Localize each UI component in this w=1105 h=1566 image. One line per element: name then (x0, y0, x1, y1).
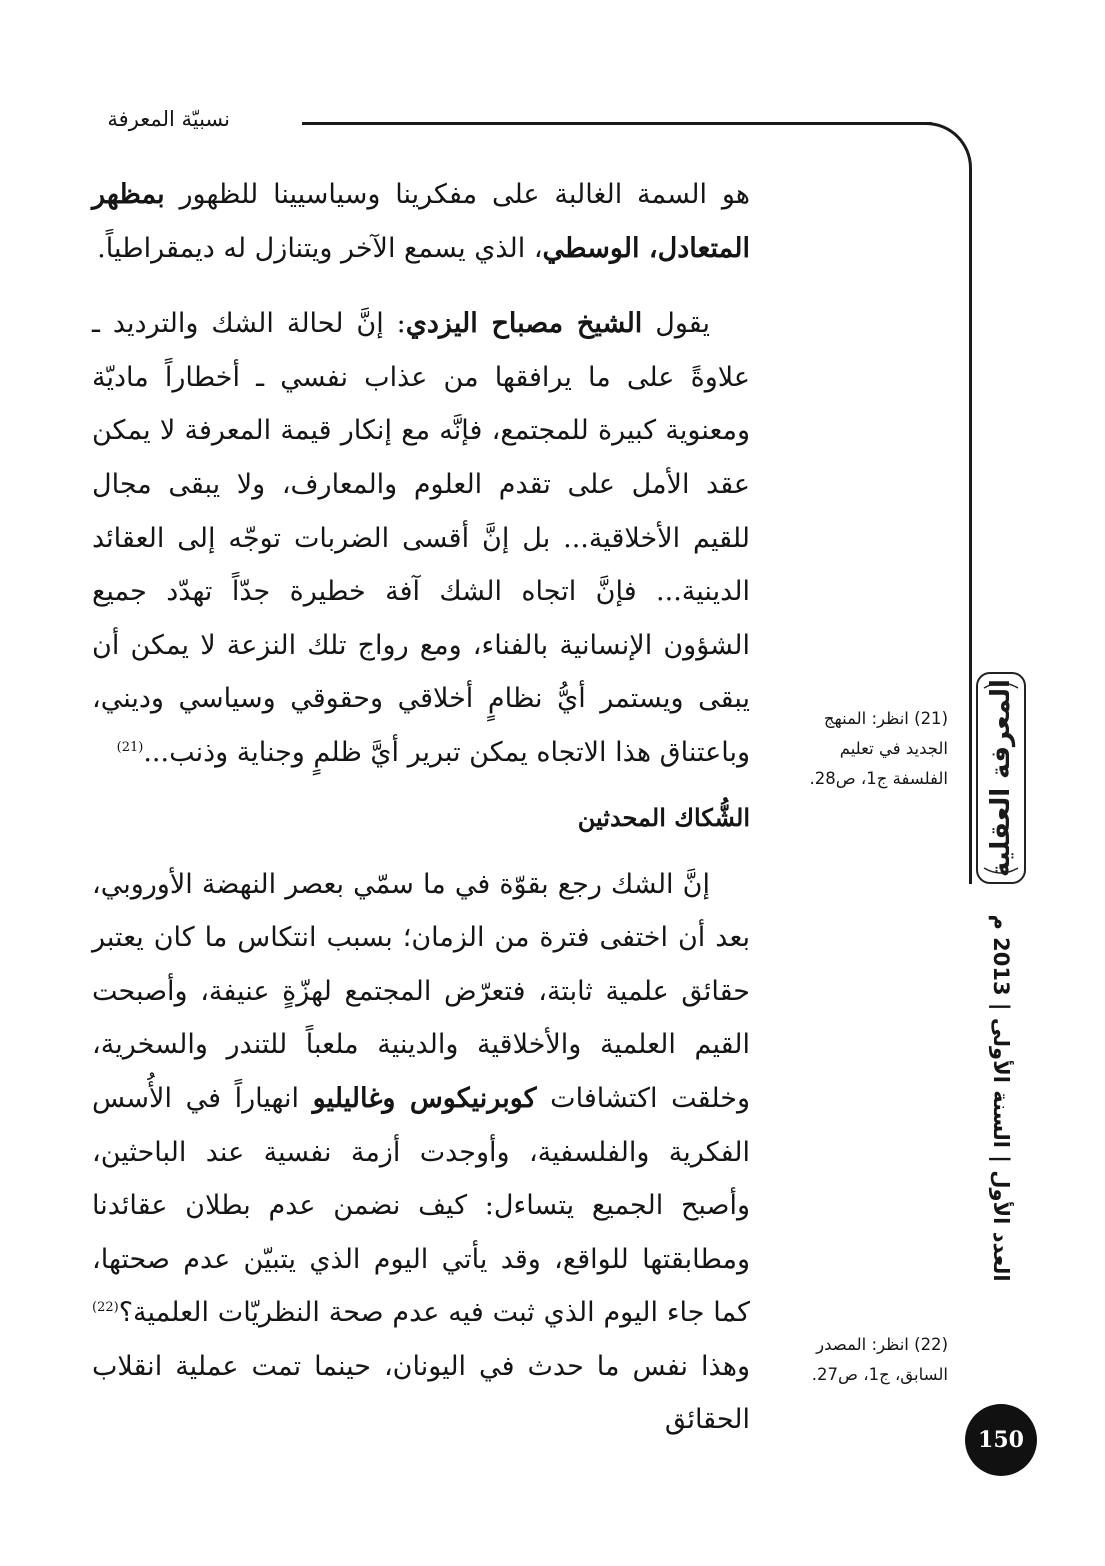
paragraph-3-bold: كوبرنيكوس وغاليليو (312, 1082, 537, 1114)
paragraph-1 (92, 168, 750, 275)
paragraph-1-text-a: هو السمة الغالبة على مفكرينا وسياسيينا للظهور (164, 179, 750, 210)
journal-logo (976, 672, 1026, 884)
paragraph-1-text-b: ، الذي يسمع الآخر ويتنازل له ديمقراطياً. (97, 232, 543, 264)
section-heading: الشُّكاك المحدثين (577, 802, 750, 832)
paragraph-3 (92, 858, 750, 1448)
issue-line: العدد الأول | السنة الأولى | 2013 م (989, 914, 1013, 1282)
paragraph-2 (92, 297, 750, 779)
paragraph-3-text-c: وهذا نفس ما حدث في اليونان، حينما تمت عملية انقلاب الحقائق (92, 1350, 750, 1436)
paragraph-2-bold: الشيخ مصباح اليزدي (405, 308, 643, 340)
footnote-ref-21[interactable]: (21) (116, 739, 144, 755)
footnote-21: (21) انظر: المنهج الجديد في تعليم الفلسفة ج1، ص28. (809, 709, 948, 788)
paragraph-3-text-b: انهياراً في الأُسس الفكرية والفلسفية، وأوجدت أزمة نفسية عند الباحثين، وأصبح الجميع يتساءل: كيف نضمن عدم بطلان عقائدنا ومطابقتها للواقع، وقد يأتي اليوم الذي يتبيّن عدم صحتها، كما جاء اليوم الذي ثبت فيه عدم صحة النظريّات العلمية؟ (92, 1082, 750, 1329)
running-title: نسبيّة المعرفة (107, 107, 230, 131)
journal-name: المعرفة العقلية (986, 679, 1016, 877)
footnote-ref-22[interactable]: (22) (92, 1300, 119, 1316)
page-number-badge: 150 (965, 1404, 1037, 1476)
paragraph-2-text-b: : إنَّ لحالة الشك والترديد ـ علاوةً على ما يرافقها من عذاب نفسي ـ أخطاراً ماديّة ومعنوية كبيرة للمجتمع، فإنَّه مع إنكار قيمة المعرفة لا يمكن عقد الأمل على تقدم العلوم والمعارف، ولا يبقى مجال للقيم الأخلاقية... بل إنَّ أقسى الضربات توجّه إلى العقائد الدينية... فإنَّ اتجاه الشك آفة خطيرة جدّاً تهدّد جميع الشؤون الإنسانية بالفناء، ومع رواج تلك النزعة لا يمكن أن يبقى ويستمر أيُّ نظامٍ أخلاقي وحقوقي وسياسي وديني، وباعتناق هذا الاتجاه يمكن تبرير أيَّ ظلمٍ وجناية وذنب... (92, 308, 750, 768)
main-text-column (92, 168, 750, 1447)
paragraph-3-text-a: إنَّ الشك رجع بقوّة في ما سمّي بعصر النهضة الأوروبي، بعد أن اختفى فترة من الزمان؛ بسبب انتكاس ما كان يعتبر حقائق علمية ثابتة، فتعرّض المجتمع لهزّةٍ عنيفة، وأصبحت القيم العلمية والأخلاقية والدينية ملعباً للتندر والسخرية، وخلقت اكتشافات (92, 868, 751, 1114)
header-rule (302, 122, 932, 125)
paragraph-1-bold: بمظهر المتعادل، الوسطي (92, 179, 750, 264)
paragraph-2-text-a: يقول (642, 308, 710, 340)
footnote-22: (22) انظر: المصدر السابق، ج1، ص27. (811, 1335, 948, 1384)
